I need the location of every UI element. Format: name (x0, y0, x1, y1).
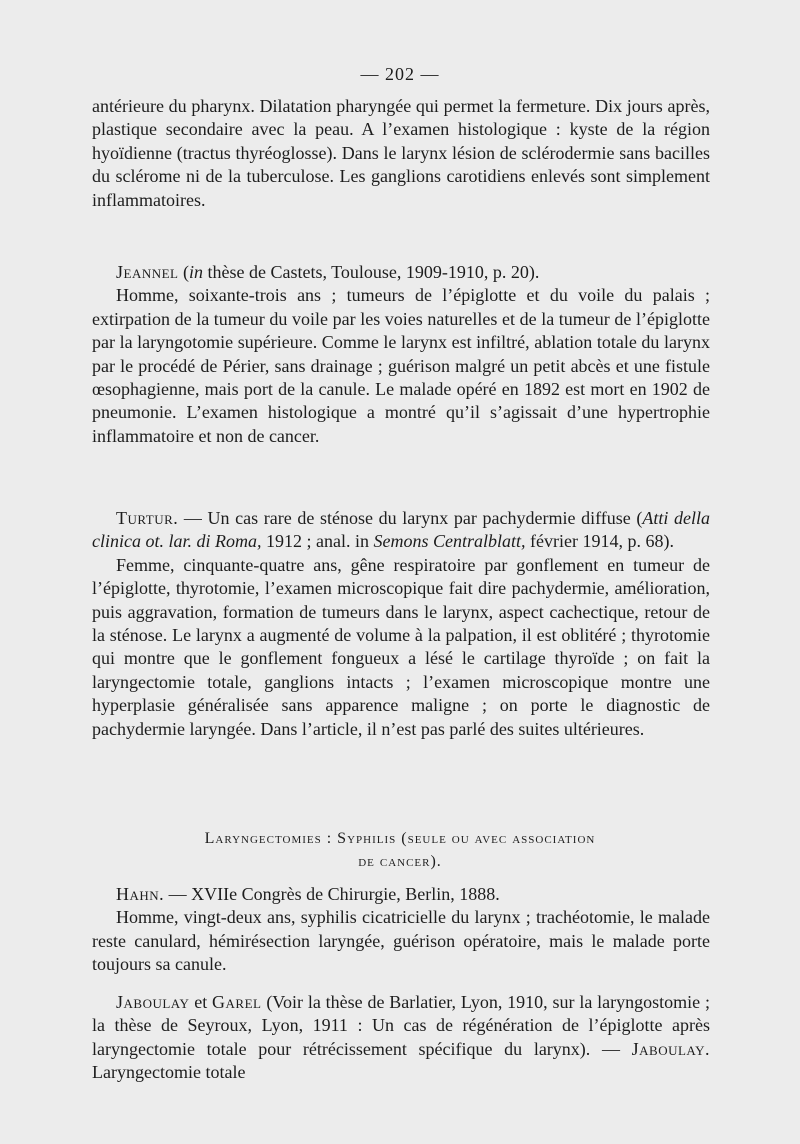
hahn-body: Homme, vingt-deux ans, syphilis cicatricielle du larynx ; trachéotomie, le malade reste canulard, hémirésection laryngée, guérison opératoire, mais le malade porte toujours sa canule. (92, 907, 710, 975)
turtur-author: Turtur. (116, 508, 179, 528)
jeannel-entry (92, 261, 710, 448)
hahn-entry (92, 883, 710, 977)
intro-paragraph (92, 95, 710, 212)
turtur-title: — Un cas rare de sténose du larynx par pachydermie diffuse ( (178, 508, 643, 528)
turtur-end: février 1914, p. 68). (525, 531, 674, 552)
jaboulay-tail: Laryngectomie totale (92, 1062, 246, 1083)
jaboulay-entry (92, 991, 710, 1085)
page-number: — 202 — (360, 64, 440, 84)
jeannel-reference (92, 261, 710, 284)
jaboulay-connector: et (189, 992, 213, 1012)
hahn-reference (92, 883, 710, 906)
hahn-author: Hahn. (116, 884, 165, 904)
garel-author: Garel (212, 992, 262, 1012)
jeannel-body: Homme, soixante-trois ans ; tumeurs de l’épiglotte et du voile du palais ; extirpation de la tumeur du voile par les voies naturelles et de la tumeur de l’épiglotte par la laryngotomie supérieure. Comme le larynx est infiltré, ablation totale du larynx par le procédé de Périer, sans drainage ; guérison malgré un petit abcès et une fistule œsophagienne, mais port de la canule. Le malade opéré en 1892 est mort en 1902 de pneumonie. L’examen histologique a montré qu’il s’agissait d’une hypertrophie inflammatoire et non de cancer. (92, 285, 710, 446)
jeannel-author: Jeannel (116, 262, 179, 282)
turtur-journal2: Semons Centralblatt, (373, 531, 526, 552)
jaboulay-ref: (Voir la thèse de Barlatier, Lyon, 1910, sur la laryngostomie ; la thèse de Seyroux, Lyon, 1911 : Un cas de régénération de l’épiglotte après laryngectomie totale pour rétrécissement spécifique du larynx). — (92, 992, 710, 1059)
turtur-body: Femme, cinquante-quatre ans, gêne respiratoire par gonflement en tumeur de l’épiglotte, thyrotomie, l’examen microscopique fait dire pachydermie, amélioration, puis aggravation, formation de tumeurs dans le larynx, aspect cachectique, retour de la sténose. Le larynx a augmenté de volume à la palpation, il est oblitéré ; thyrotomie qui montre que le gonflement fongueux a lésé le cartilage thyroïde ; on fait la laryngectomie totale, ganglions intacts ; l’examen microscopique montre une hyperplasie généralisée sans apparence maligne ; on porte le diagnostic de pachydermie laryngée. Dans l’article, il n’est pas parlé des suites ultérieures. (92, 554, 710, 739)
jeannel-ref-rest: thèse de Castets, Toulouse, 1909-1910, p. 20). (203, 262, 540, 282)
turtur-entry (92, 507, 710, 741)
jaboulay-author3: Jaboulay. (631, 1038, 710, 1059)
section-heading-line2: de cancer). (358, 853, 442, 870)
hahn-ref: — XVIIe Congrès de Chirurgie, Berlin, 1888. (164, 884, 500, 904)
turtur-reference (92, 507, 710, 554)
jeannel-ref-open: ( (178, 262, 189, 282)
jeannel-ref-in: in (189, 262, 204, 282)
jaboulay-reference (92, 991, 710, 1085)
turtur-middle: 1912 ; anal. in (261, 531, 374, 552)
section-heading-line1: Laryngectomies : Syphilis (seule ou avec association (204, 830, 596, 847)
jaboulay-author1: Jaboulay (116, 992, 190, 1012)
turtur-journal1: Atti della clinica ot. lar. di Roma, (92, 508, 710, 552)
section-heading (0, 827, 800, 873)
intro-text: antérieure du pharynx. Dilatation pharyngée qui permet la fermeture. Dix jours après, plastique secondaire avec la peau. A l’examen histologique : kyste de la région hyoïdienne (tractus thyréoglosse). Dans le larynx lésion de sclérodermie sans bacilles du sclérome ni de la tuberculose. Les ganglions carotidiens enlevés sont simplement inflammatoires. (92, 96, 710, 210)
